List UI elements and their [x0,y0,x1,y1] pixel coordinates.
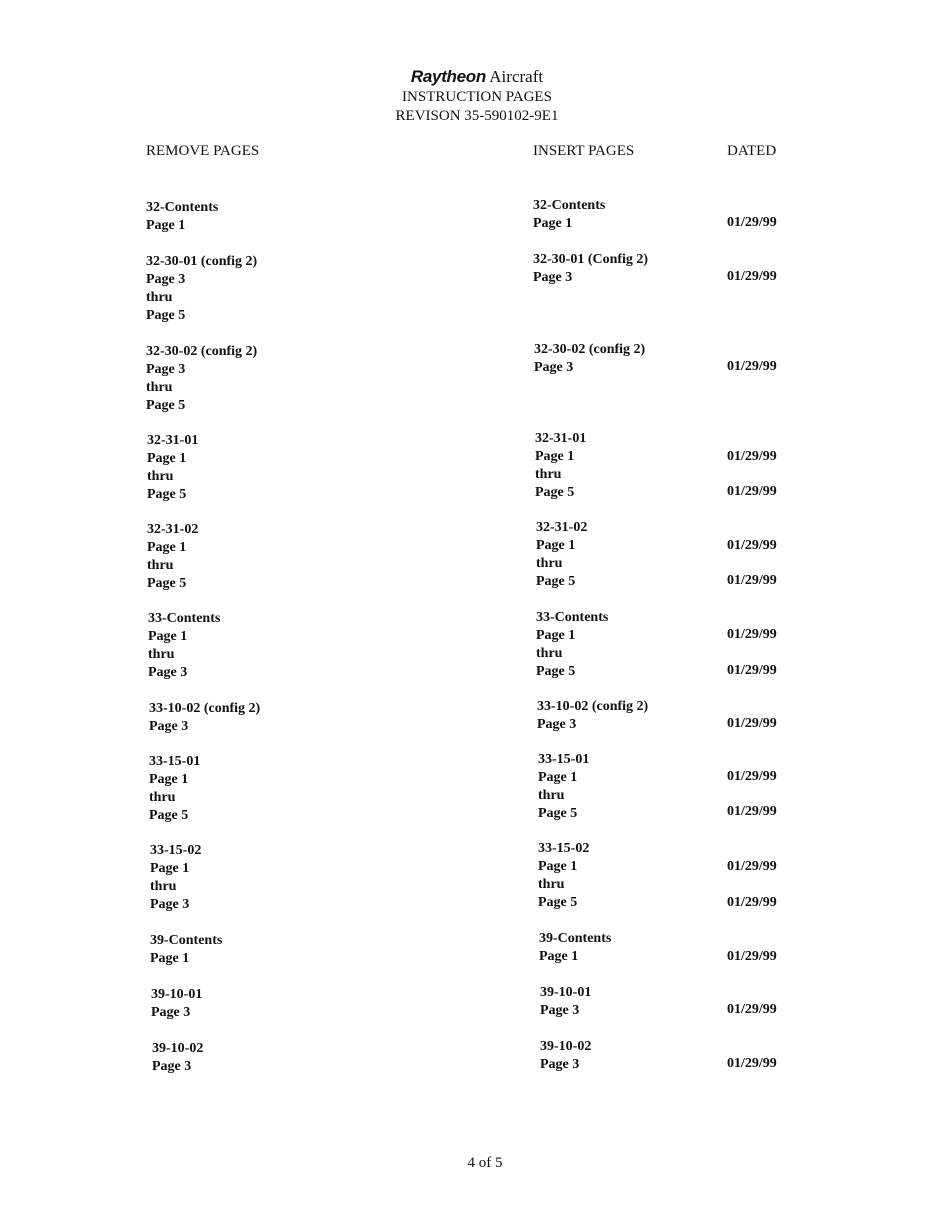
remove-page-line: Page 5 [147,487,187,502]
insert-page-line: Page 1 [536,538,576,553]
dated-value: 01/29/99 [727,769,777,784]
dated-value: 01/29/99 [727,895,777,910]
remove-section-label: 32-30-01 (config 2) [146,254,258,269]
insert-entry [540,984,591,1020]
remove-page-line: Page 3 [149,719,189,734]
remove-section-label: 32-30-02 (config 2) [146,344,258,359]
insert-page-line: Page 5 [538,895,578,910]
remove-page-line: Page 3 [146,272,186,287]
insert-section-label: 32-30-02 (config 2) [534,342,646,357]
remove-section-label: 33-15-01 [149,754,201,769]
remove-page-line: thru [148,647,175,662]
remove-entry [148,610,220,682]
remove-section-label: 33-15-02 [150,843,202,858]
insert-page-line: Page 1 [538,859,578,874]
remove-page-line: Page 1 [147,451,187,466]
insert-page-line: Page 3 [534,360,574,375]
brand-line [0,66,935,88]
insert-section-label: 33-Contents [536,610,609,625]
insert-entry [533,251,648,287]
insert-section-label: 33-10-02 (config 2) [537,699,649,714]
remove-page-line: Page 1 [146,218,186,233]
raytheon-logo: Raytheon [410,67,486,86]
insert-section-label: 39-Contents [539,931,612,946]
brand-suffix: Aircraft [489,67,544,86]
dated-value: 01/29/99 [727,1056,777,1071]
remove-section-label: 39-10-02 [152,1041,204,1056]
insert-page-line: Page 5 [536,664,576,679]
insert-section-label: 32-31-02 [536,520,588,535]
remove-entry [147,521,198,593]
insert-page-line: thru [536,556,563,571]
insert-entry [539,930,611,966]
remove-section-label: 32-31-02 [147,522,199,537]
insert-section-label: 32-30-01 (Config 2) [533,252,649,267]
insert-page-line: Page 5 [536,574,576,589]
insert-entry [537,698,648,734]
dated-value: 01/29/99 [727,859,777,874]
insert-page-line: Page 3 [537,717,577,732]
remove-page-line: thru [147,469,174,484]
dated-value: 01/29/99 [727,804,777,819]
remove-entry [149,700,260,736]
remove-page-line: thru [149,790,176,805]
dated-value: 01/29/99 [727,215,777,230]
remove-page-line: thru [150,879,177,894]
insert-page-line: Page 5 [538,806,578,821]
insert-page-line: thru [536,646,563,661]
remove-section-label: 39-10-01 [151,987,203,1002]
insert-page-line: thru [538,877,565,892]
dated-value: 01/29/99 [727,716,777,731]
remove-page-line: Page 1 [150,861,190,876]
remove-section-label: 33-Contents [148,611,221,626]
insert-entry [538,751,589,823]
remove-page-line: Page 5 [147,576,187,591]
dated-value: 01/29/99 [727,663,777,678]
insert-entry [538,840,589,912]
remove-page-line: thru [146,380,173,395]
remove-entry [150,842,201,914]
insert-entry [536,609,608,681]
dated-value: 01/29/99 [727,484,777,499]
remove-page-line: Page 1 [148,629,188,644]
insert-entry [534,341,645,377]
remove-pages-heading: REMOVE PAGES [146,143,260,159]
insert-entry [533,197,605,233]
insert-page-line: Page 1 [533,216,573,231]
remove-page-line: Page 1 [147,540,187,555]
remove-page-line: Page 5 [146,398,186,413]
remove-page-line: Page 3 [150,897,190,912]
dated-value: 01/29/99 [727,573,777,588]
remove-page-line: thru [146,290,173,305]
remove-entry [152,1040,203,1076]
remove-entry [146,199,218,235]
remove-page-line: Page 3 [146,362,186,377]
dated-value: 01/29/99 [727,949,777,964]
remove-page-line: thru [147,558,174,573]
remove-page-line: Page 3 [152,1059,192,1074]
remove-entry [149,753,200,825]
page-number: 4 of 5 [467,1155,503,1171]
insert-page-line: Page 1 [535,449,575,464]
dated-value: 01/29/99 [727,449,777,464]
insert-page-line: Page 5 [535,485,575,500]
insert-pages-heading: INSERT PAGES [533,143,635,159]
insert-entry [535,430,586,502]
insert-section-label: 32-Contents [533,198,606,213]
remove-section-label: 32-Contents [146,200,219,215]
remove-section-label: 39-Contents [150,933,223,948]
insert-page-line: Page 1 [539,949,579,964]
remove-section-label: 32-31-01 [147,433,199,448]
insert-page-line: Page 1 [538,770,578,785]
insert-section-label: 33-15-01 [538,752,590,767]
insert-page-line: thru [535,467,562,482]
document-title: INSTRUCTION PAGES [402,89,552,105]
remove-section-label: 33-10-02 (config 2) [149,701,261,716]
insert-entry [540,1038,591,1074]
remove-entry [150,932,222,968]
remove-page-line: Page 3 [148,665,188,680]
remove-page-line: Page 1 [150,951,190,966]
insert-section-label: 32-31-01 [535,431,587,446]
insert-section-label: 33-15-02 [538,841,590,856]
remove-entry [151,986,202,1022]
revision-label: REVISON 35-590102-9E1 [395,108,559,124]
insert-page-line: thru [538,788,565,803]
dated-value: 01/29/99 [727,359,777,374]
dated-heading: DATED [727,143,777,159]
insert-page-line: Page 3 [540,1003,580,1018]
remove-page-line: Page 5 [149,808,189,823]
dated-value: 01/29/99 [727,627,777,642]
dated-value: 01/29/99 [727,269,777,284]
document-header [0,66,935,126]
remove-entry [146,253,257,325]
dated-value: 01/29/99 [727,1002,777,1017]
insert-page-line: Page 3 [540,1057,580,1072]
remove-entry [146,343,257,415]
insert-entry [536,519,587,591]
remove-page-line: Page 1 [149,772,189,787]
remove-entry [147,432,198,504]
insert-section-label: 39-10-01 [540,985,592,1000]
remove-page-line: Page 3 [151,1005,191,1020]
remove-page-line: Page 5 [146,308,186,323]
dated-value: 01/29/99 [727,538,777,553]
insert-page-line: Page 1 [536,628,576,643]
insert-page-line: Page 3 [533,270,573,285]
insert-section-label: 39-10-02 [540,1039,592,1054]
